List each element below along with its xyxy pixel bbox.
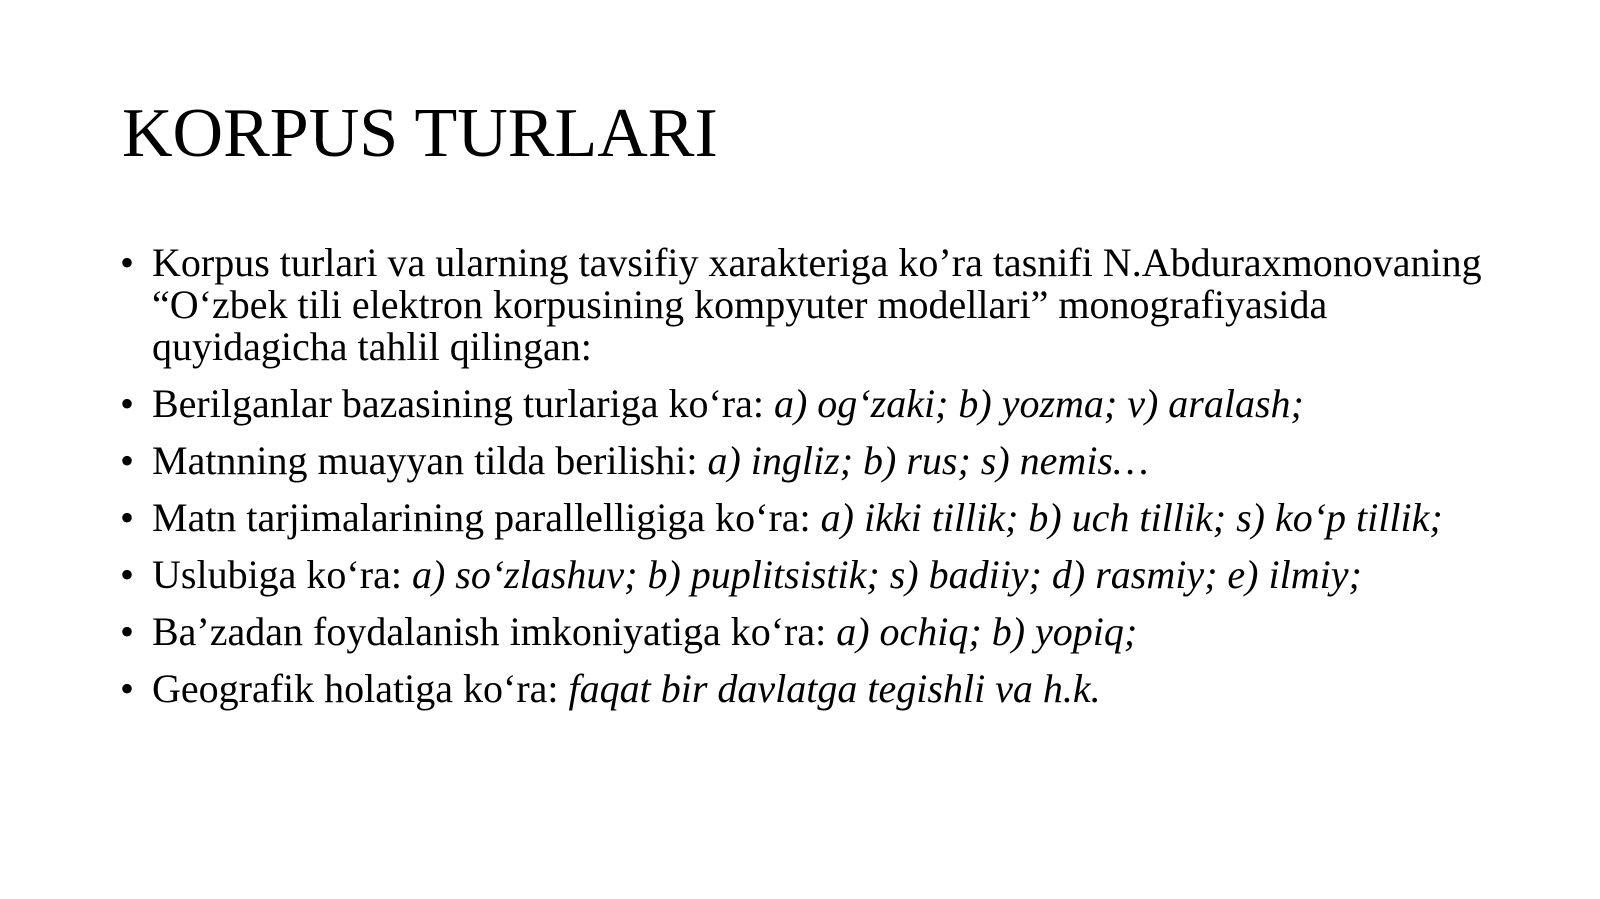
bullet-italic-text: a) ingliz; b) rus; s) nemis… xyxy=(707,438,1149,483)
bullet-text: Berilganlar bazasining turlariga ko‘ra: xyxy=(152,381,774,426)
bullet-text: Geografik holatiga ko‘ra: xyxy=(152,666,569,711)
bullet-item xyxy=(120,668,1500,710)
bullet-item xyxy=(120,611,1500,653)
bullet-item xyxy=(120,440,1500,482)
bullet-text: Matn tarjimalarining parallelligiga ko‘ra: xyxy=(152,495,821,540)
bullet-text: Korpus turlari va ularning tavsifiy xarakteriga ko’ra tasnifi N.Abduraxmonovaning “O‘zbek tili elektron korpusining kompyuter modellari” monografiyasida quyidagicha tahlil qilingan: xyxy=(152,240,1482,369)
bullet-item xyxy=(120,497,1500,539)
bullet-italic-text: faqat bir davlatga tegishli va h.k. xyxy=(568,666,1101,711)
slide-title: KORPUS TURLARI xyxy=(122,95,718,172)
bullet-text: Matnning muayyan tilda berilishi: xyxy=(152,438,708,483)
bullet-text: Ba’zadan foydalanish imkoniyatiga ko‘ra: xyxy=(152,609,837,654)
bullet-item xyxy=(120,554,1500,596)
bullet-item xyxy=(120,242,1500,368)
bullet-italic-text: a) ochiq; b) yopiq; xyxy=(836,609,1138,654)
bullet-text: Uslubiga ko‘ra: xyxy=(152,552,412,597)
bullet-italic-text: a) og‘zaki; b) yozma; v) aralash; xyxy=(773,381,1304,426)
bullet-italic-text: a) ikki tillik; b) uch tillik; s) ko‘p tillik; xyxy=(820,495,1443,540)
bullet-list xyxy=(120,242,1500,725)
bullet-item xyxy=(120,383,1500,425)
bullet-italic-text: a) so‘zlashuv; b) puplitsistik; s) badiiy; d) rasmiy; e) ilmiy; xyxy=(411,552,1362,597)
